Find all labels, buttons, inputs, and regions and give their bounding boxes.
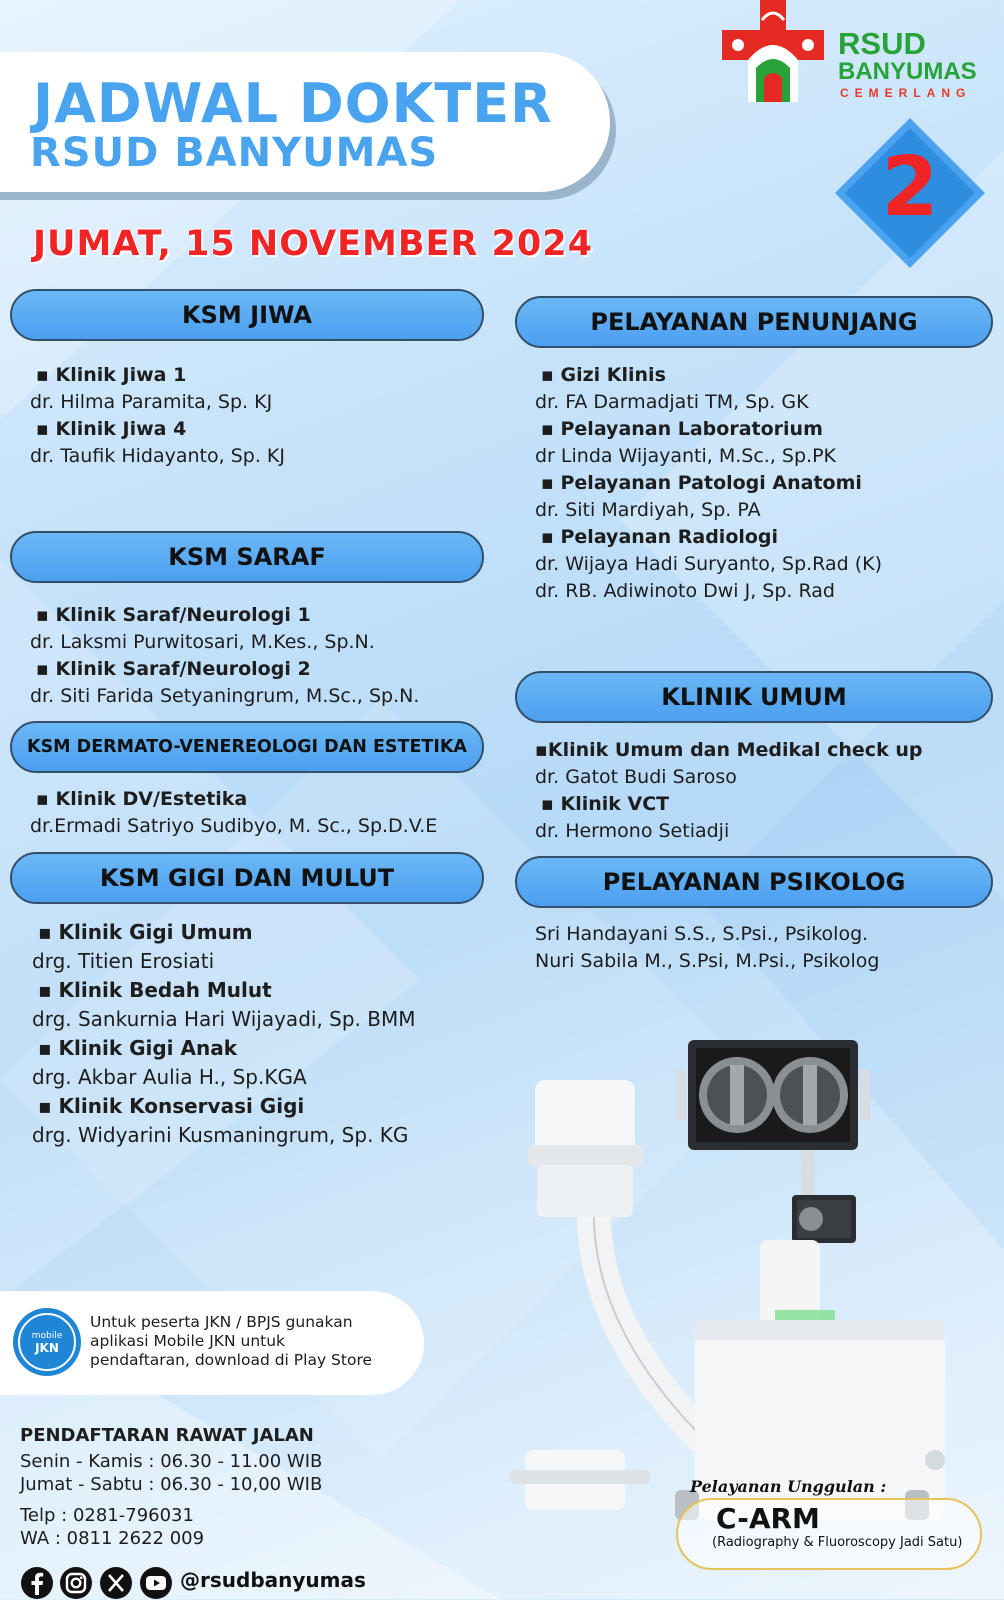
section-title-ksm-dermato: KSM DERMATO-VENEREOLOGI DAN ESTETIKA [27, 737, 467, 757]
section-header-klinik-umum [515, 671, 993, 723]
clinic-name: ▪ Klinik Jiwa 4 [36, 418, 187, 440]
section-title-ksm-jiwa: KSM JIWA [182, 301, 312, 329]
doctor-name: dr. FA Darmadjati TM, Sp. GK [535, 391, 809, 413]
doctor-name: drg. Sankurnia Hari Wijayadi, Sp. BMM [32, 1007, 416, 1031]
doctor-name: dr. Laksmi Purwitosari, M.Kes., Sp.N. [30, 631, 375, 653]
logo-text-rsud: RSUD [838, 26, 926, 61]
section-header-ksm-jiwa [10, 289, 484, 341]
section-ksm-gigi [32, 918, 416, 1150]
doctor-name: dr. RB. Adiwinoto Dwi J, Sp. Rad [535, 580, 835, 602]
registration-hours-weekend: Jumat - Sabtu : 06.30 - 10,00 WIB [20, 1474, 323, 1495]
doctor-name: dr. Hilma Paramita, Sp. KJ [30, 391, 273, 413]
section-header-psikolog [515, 856, 993, 908]
logo-emblem-icon [718, 0, 828, 105]
doctor-name: dr. Siti Mardiyah, Sp. PA [535, 499, 761, 521]
section-psikolog [535, 921, 879, 975]
doctor-name: drg. Akbar Aulia H., Sp.KGA [32, 1065, 307, 1089]
contact-phone: Telp : 0281-796031 [20, 1505, 194, 1526]
doctor-name: dr Linda Wijayanti, M.Sc., Sp.PK [535, 445, 837, 467]
registration-hours-weekday: Senin - Kamis : 06.30 - 11.00 WIB [20, 1451, 323, 1472]
jkn-info-text [90, 1313, 410, 1370]
doctor-name: drg. Widyarini Kusmaningrum, Sp. KG [32, 1123, 409, 1147]
social-handle[interactable]: @rsudbanyumas [180, 1568, 366, 1592]
section-title-penunjang: PELAYANAN PENUNJANG [590, 308, 918, 336]
featured-service-subtitle: (Radiography & Fluoroscopy Jadi Satu) [712, 1535, 963, 1550]
section-ksm-jiwa [30, 362, 285, 470]
doctor-name: dr. Siti Farida Setyaningrum, M.Sc., Sp.N. [30, 685, 420, 707]
section-klinik-umum [535, 737, 922, 845]
featured-service-title: C-ARM [716, 1502, 820, 1535]
doctor-name: dr. Taufik Hidayanto, Sp. KJ [30, 445, 285, 467]
x-icon[interactable] [99, 1566, 133, 1600]
psychologist-name: Sri Handayani S.S., S.Psi., Psikolog. [535, 923, 869, 945]
clinic-name: ▪ Klinik Gigi Umum [38, 920, 253, 944]
section-title-psikolog: PELAYANAN PSIKOLOG [602, 868, 906, 896]
doctor-name: dr. Hermono Setiadji [535, 820, 730, 842]
jkn-icon-text: mobile [31, 1331, 63, 1341]
clinic-name: ▪ Klinik Saraf/Neurologi 1 [36, 604, 311, 626]
hospital-logo [718, 0, 998, 105]
clinic-name: ▪ Klinik VCT [541, 793, 670, 815]
logo-text-banyumas: BANYUMAS [838, 58, 977, 85]
clinic-name: ▪ Klinik DV/Estetika [36, 788, 248, 810]
clinic-name: ▪Klinik Umum dan Medikal check up [535, 739, 923, 761]
page-number: 2 [881, 140, 939, 235]
youtube-icon[interactable] [139, 1566, 173, 1600]
contact-whatsapp: WA : 0811 2622 009 [20, 1528, 205, 1549]
clinic-name: ▪ Pelayanan Patologi Anatomi [541, 472, 862, 494]
facebook-icon[interactable] [20, 1566, 54, 1600]
section-header-ksm-gigi [10, 852, 484, 904]
page-title: JADWAL DOKTER [33, 72, 553, 135]
doctor-name: dr.Ermadi Satriyo Sudibyo, M. Sc., Sp.D.V.E [30, 815, 438, 837]
section-penunjang [535, 362, 882, 605]
jkn-line: pendaftaran, download di Play Store [90, 1351, 373, 1369]
registration-title: PENDAFTARAN RAWAT JALAN [20, 1425, 314, 1446]
doctor-name: drg. Titien Erosiati [32, 949, 215, 973]
clinic-name: ▪ Klinik Jiwa 1 [36, 364, 187, 386]
jkn-line: Untuk peserta JKN / BPJS gunakan [90, 1313, 353, 1331]
clinic-name: ▪ Pelayanan Laboratorium [541, 418, 823, 440]
section-header-penunjang [515, 296, 993, 348]
clinic-name: ▪ Klinik Bedah Mulut [38, 978, 272, 1002]
section-header-ksm-saraf [10, 531, 484, 583]
logo-text-cemerlang: CEMERLANG [840, 86, 972, 100]
section-title-klinik-umum: KLINIK UMUM [661, 683, 847, 711]
page-subtitle: RSUD BANYUMAS [30, 130, 439, 176]
clinic-name: ▪ Klinik Gigi Anak [38, 1036, 238, 1060]
clinic-name: ▪ Klinik Saraf/Neurologi 2 [36, 658, 311, 680]
doctor-name: dr. Gatot Budi Saroso [535, 766, 737, 788]
clinic-name: ▪ Gizi Klinis [541, 364, 666, 386]
schedule-date: JUMAT, 15 NOVEMBER 2024 [33, 224, 593, 264]
section-header-ksm-dermato [10, 721, 484, 773]
section-title-ksm-gigi: KSM GIGI DAN MULUT [99, 864, 395, 892]
svg-text:JKN: JKN [35, 1341, 59, 1355]
jkn-line: aplikasi Mobile JKN untuk [90, 1332, 286, 1350]
page-number-badge [835, 118, 985, 268]
clinic-name: ▪ Klinik Konservasi Gigi [38, 1094, 305, 1118]
mobile-jkn-app-icon[interactable] [11, 1306, 83, 1378]
instagram-icon[interactable] [59, 1566, 93, 1600]
psychologist-name: Nuri Sabila M., S.Psi, M.Psi., Psikolog [535, 950, 880, 972]
section-ksm-dermato [30, 786, 437, 840]
section-title-ksm-saraf: KSM SARAF [168, 543, 326, 571]
clinic-name: ▪ Pelayanan Radiologi [541, 526, 779, 548]
section-ksm-saraf [30, 602, 419, 710]
featured-service-label: Pelayanan Unggulan : [690, 1477, 887, 1496]
doctor-name: dr. Wijaya Hadi Suryanto, Sp.Rad (K) [535, 553, 882, 575]
